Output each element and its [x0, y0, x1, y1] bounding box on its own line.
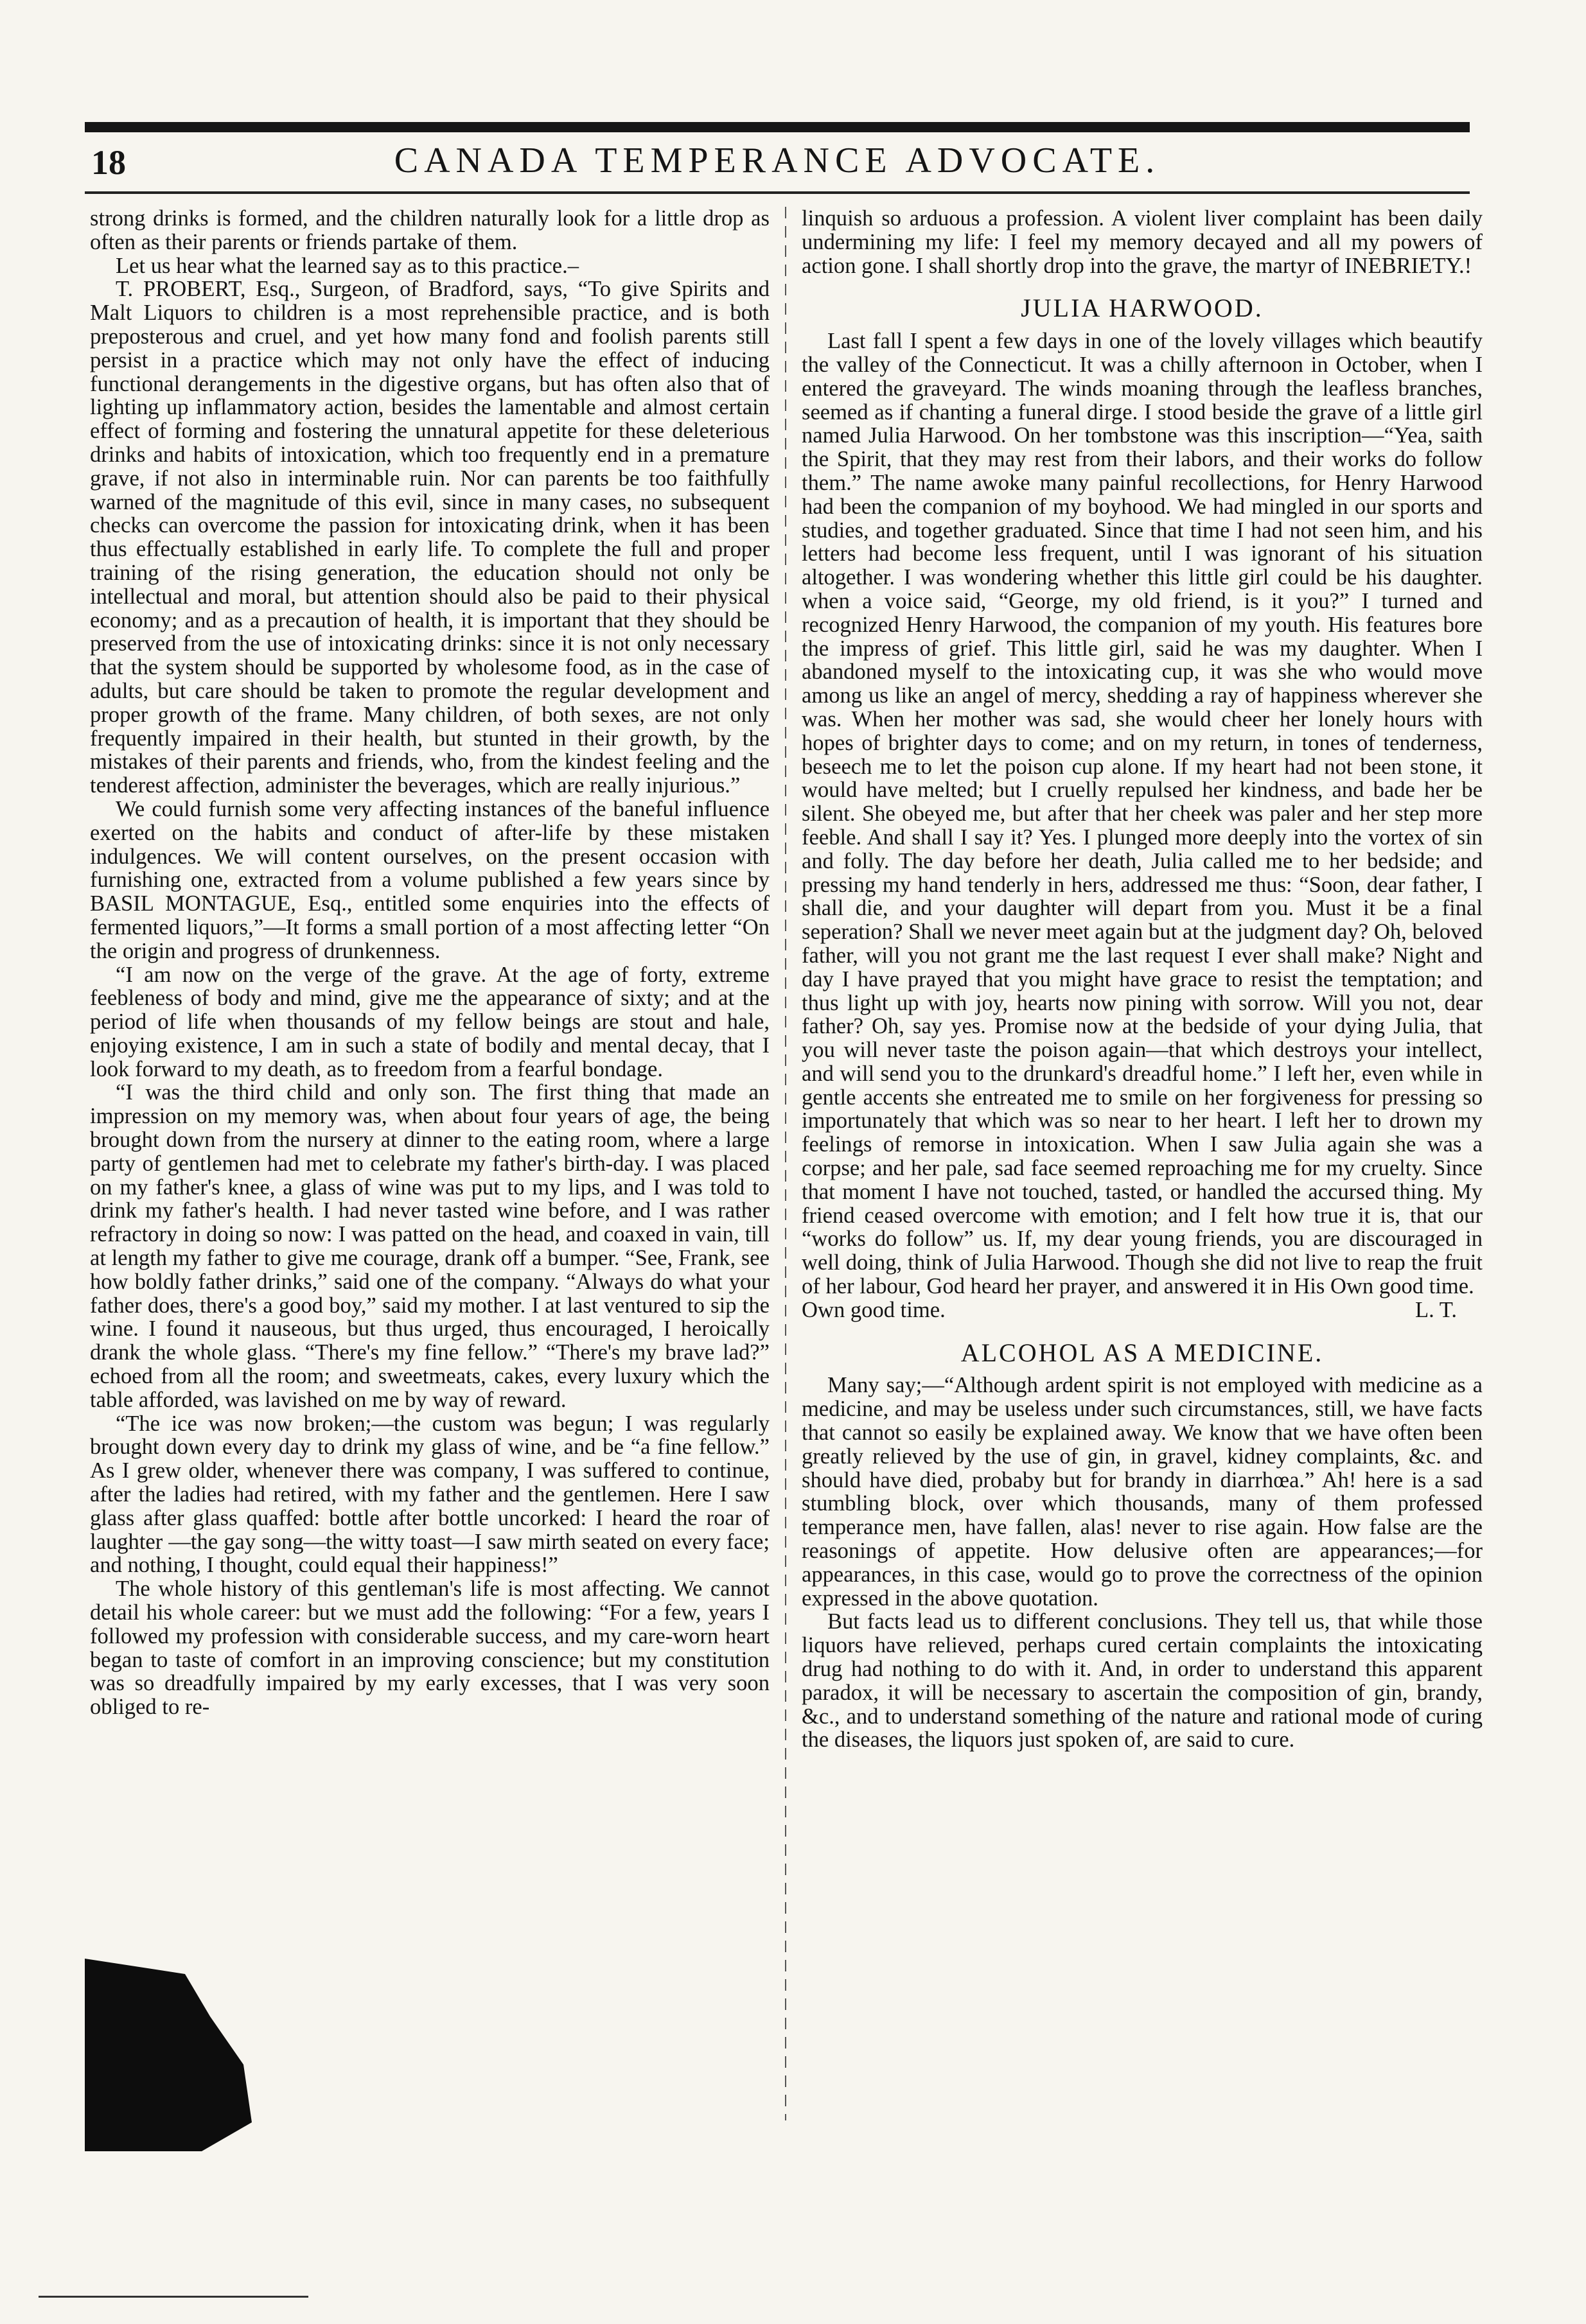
paragraph: T. PROBERT, Esq., Surgeon, of Bradford, says, “To give Spirits and Malt Liquors to children is a most reprehensible practice, and is both preposterous and cruel, and yet how many fond and foolish parents still persist in a practice which may not only have the effect of inducing functional derangements in the digestive organs, but has often also that of lighting up inflammatory action, besides the lamentable and almost certain effect of forming and fostering the unnatural appetite for these deleterious drinks and habits of intoxication, which too frequently end in a premature grave, if not also in interminable ruin. Nor can parents be too faithfully warned of the magnitude of this evil, since in many cases, no subsequent checks can overcome the passion for intoxicating drink, when it has been thus effectually established in early life. To complete the full and proper training of the rising generation, the education should not only be intellectual and moral, but attention should also be paid to their physical economy; and as a precaution of health, it is important that they should be preserved from the use of intoxicating drinks: since it is not only necessary that the system should be supported by wholesome food, as in the case of adults, but care should be taken to promote the regular development and proper growth of the frame. Many children, of both sexes, are not only frequently impaired in their health, but stunted in their growth, by the mistakes of their parents and friends, who, from the kindest feeling and the tenderest affection, administer the beverages, which are really injurious.” — [90, 277, 770, 798]
paragraph: “The ice was now broken;—the custom was begun; I was regularly brought down every day to drink my glass of wine, and be “a fine fellow.” As I grew older, whenever there was company, I was suffered to continue, after the ladies had retired, with my father and the gentlemen. Here I saw glass after glass quaffed: bottle after bottle uncorked: I heard the roar of laughter —the gay song—the witty toast—I saw mirth seated on every face; and nothing, I thought, could equal their happiness!” — [90, 1411, 770, 1578]
page-number: 18 — [91, 143, 126, 182]
column-divider — [785, 207, 786, 2120]
story-signature: L. T. — [1415, 1297, 1457, 1322]
signoff-text: Own good time. — [802, 1297, 946, 1322]
left-column — [90, 207, 770, 2249]
paragraph: The whole history of this gentleman's life is most affecting. We cannot detail his whole career: but we must add the following: “For a few, years I followed my profession with considerable success, and my care-worn heart began to taste of comfort in an improving conscience; but my constitution was so dreadfully impaired by my early excesses, that I was very soon obliged to re- — [90, 1577, 770, 1720]
bottom-rule — [39, 2296, 308, 2298]
article-paragraph: But facts lead us to different conclusions. They tell us, that while those liquors have relieved, perhaps cured certain complaints the intoxicating drug had nothing to do with it. And, in order to understand this apparent paradox, it will be necessary to ascertain the composition of gin, brandy, &c., and to understand something of the nature and rational mode of curing the diseases, the liquors just spoken of, are said to cure. — [802, 1609, 1483, 1752]
article-paragraph: Many say;—“Although ardent spirit is not employed with medicine as a medicine, and may be useless under such circumstances, still, we have facts that cannot so easily be explained away. We know that we have often been greatly relieved by the use of gin, in gravel, kidney complaints, &c. and should have died, probaby but for brandy in diarrhœa.” Ah! here is a sad stumbling block, over which thousands, many of them professed temperance men, have fallen, alas! never to rise again. How false are the reasonings of appetite. How delusive often are appearances;—for appearances, in this case, would go to prove the correctness of the opinion expressed in the above quotation. — [802, 1373, 1483, 1611]
paragraph: “I was the third child and only son. The first thing that made an impression on my memory was, when about four years of age, the being brought down from the nursery at dinner to the eating room, where a large party of gentlemen had met to celebrate my father's birth-day. I was placed on my father's knee, a glass of wine was put to my lips, and I was told to drink my father's health. I had never tasted wine before, and I was rather refractory in doing so now: I was patted on the head, and coaxed in vain, till at length my father to give me courage, drank off a bumper. “See, Frank, see how boldly father drinks,” said one of the company. “Always do what your father does, there's a good boy,” said my mother. I at last ventured to sip the wine. I found it nauseous, but thus urged, thus encouraged, I heroically drank the whole glass. “There's my fine fellow.” “There's my brave lad?” echoed from all the room; and sweetmeats, cakes, every luxury which the table afforded, was lavished on me by way of reward. — [90, 1080, 770, 1412]
paragraph: Let us hear what the learned say as to this practice.– — [116, 253, 579, 278]
top-rule — [85, 122, 1470, 132]
header-rule — [85, 191, 1470, 194]
page-header — [85, 137, 1470, 189]
story-paragraph: Last fall I spent a few days in one of the lovely villages which beautify the valley of the Connecticut. It was a chilly afternoon in October, when I entered the graveyard. The winds moaning through the leafless branches, seemed as if chanting a funeral dirge. I stood beside the grave of a little girl named Julia Harwood. On her tombstone was this inscription—“Yea, saith the Spirit, that they may rest from their labors, and their works do follow them.” The name awoke many painful recollections, for Henry Harwood had been the companion of my boyhood. We had mingled in our sports and studies, and together graduated. Since that time I had not seen him, and his letters had become less frequent, until I was ignorant of his situation altogether. I was wondering whether this little girl could be his daughter. when a voice said, “George, my old friend, is it you?” I turned and recognized Henry Harwood, the companion of my youth. His features bore the impress of grief. This little girl, said he was my daughter. When I abandoned myself to the intoxicating cup, it was she who would move among us like an angel of mercy, shedding a ray of happiness wherever she was. When her mother was sad, she would cheer her lonely hours with hopes of brighter days to come; and on my return, in tones of tenderness, beseech me to let the poison cup alone. If my heart had not been stone, it would have melted; but I cruelly repulsed her kindness, and bade her be silent. She obeyed me, but after that her cheek was paler and her step more feeble. And shall I say it? Yes. I plunged more deeply into the vortex of sin and folly. The day before her death, Julia called me to her bedside; and pressing my hand tenderly in hers, addressed me thus: “Soon, dear father, I shall die, and your daughter will depart from you. Must it be a final seperation? Shall we never meet again but at the judgment day? Oh, beloved father, will you not grant me the last request I ever shall make? Night and day I have prayed that you might have grace to resist the temptation; and thus light up with joy, hearts now pining with sorrow. Will you not, dear father? Oh, say yes. Promise now at the bedside of your dying Julia, that you will never taste the poison again—that which destroys your intellect, and will send you to the drunkard's dreadful home.” I left her, even while in gentle accents she entreated me to smile on her forgiveness for pressing so importunately that which was so near to her heart. I left her to drown my feelings of remorse in intoxication. When I saw Julia again she was a corpse; and her pale, sad face seemed reproaching me for my cruelty. Since that moment I have not touched, tasted, or handled the accursed thing. My friend ceased overcome with emotion; and I felt how true it is, that our “works do follow” us. If, my dear young friends, you are discouraged in well doing, think of Julia Harwood. Though she did not live to reap the fruit of her labour, God heard her prayer, and answered it in His Own good time. — [802, 329, 1483, 1299]
right-column — [802, 207, 1483, 2249]
article-title: ALCOHOL AS A MEDICINE. — [960, 1338, 1324, 1367]
paragraph: “I am now on the verge of the grave. At the age of forty, extreme feebleness of body and mind, give me the appearance of sixty; and at the period of life when thousands of my fellow beings are stout and hale, enjoying existence, I am in such a state of bodily and mental decay, that I look forward to my death, as to freedom from a fearful bondage. — [90, 962, 770, 1081]
story-signoff — [802, 1298, 1483, 1322]
story-title: JULIA HARWOOD. — [1021, 293, 1264, 323]
paragraph: We could furnish some very affecting instances of the baneful influence exerted on the habits and conduct of after-life by these mistaken indulgences. We will content ourselves, on the present occasion with furnishing one, extracted from a volume published a few years since by BASIL MONTAGUE, Esq., entitled some enquiries into the effects of fermented liquors,”—It forms a small portion of a most affecting letter “On the origin and progress of drunkenness. — [90, 796, 770, 963]
paragraph: strong drinks is formed, and the children naturally look for a little drop as often as their parents or friends partake of them. — [90, 207, 770, 254]
continuation-paragraph: linquish so arduous a profession. A violent liver complaint has been daily undermining my life: I feel my memory decayed and all my powers of action gone. I shall shortly drop into the grave, the martyr of INEBRIETY.! — [802, 207, 1483, 278]
masthead-title: CANADA TEMPERANCE ADVOCATE. — [394, 141, 1161, 180]
